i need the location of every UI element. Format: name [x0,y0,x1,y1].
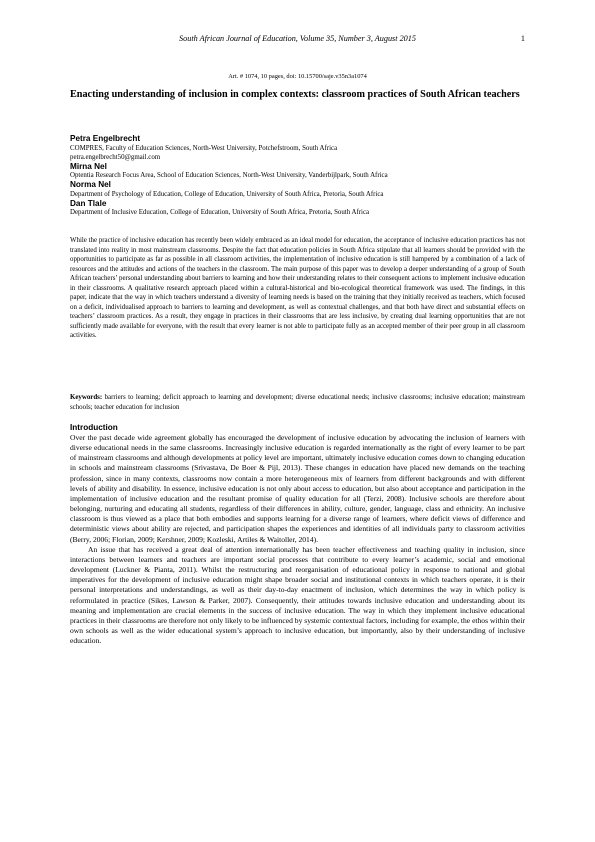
author-affiliation: COMPRES, Faculty of Education Sciences, North-West University, Potchefstroom, South Africa [70,144,338,152]
author-name: Dan Tlale [70,198,107,208]
author-affiliation: Department of Psychology of Education, College of Education, University of South Africa, Pretoria, South Africa [70,190,384,198]
author-list [70,134,525,217]
article-title: Enacting understanding of inclusion in complex contexts: classroom practices of South African teachers [70,89,520,100]
keywords-label: Keywords: [70,394,103,401]
author-name: Norma Nel [70,180,111,190]
page-number: 1 [520,34,525,43]
body-paragraph: Over the past decade wide agreement globally has encouraged the development of inclusive education by advocating the inclusion of learners with diverse educational needs in the same classrooms. Increasingly inclusive education is regarded internationally as the right of every learner to be part of mainstream classrooms and although developments at policy level are important, ultimately inclusive education comes down to changing education in schools and mainstream classrooms (Srivastava, De Boer & Pijl, 2013). These changes in education have placed new demands on the teaching profession, since in many contexts, classrooms now contain a more heterogeneous mix of learners from different backgrounds and with different levels of ability and disability. In essence, inclusive education is not only about access to education, but also about acceptance and participation in the implementation of inclusive education and the resultant promise of quality education for all (Terzi, 2008). Inclusive schools are therefore about belonging, nurturing and educating all students, regardless of their differences in ability, culture, gender, language, class and ethnicity. An inclusive classroom is thus viewed as a place that both embodies and supports learning for a diverse range of learners, where deficit views of difference and deterministic views about ability are rejected, and participation shapes the experiences and identities of all individuals party to classroom activities (Berry, 2006; Florian, 2009; Kershner, 2009; Kozleski, Artiles & Waitoller, 2014). [70,433,525,544]
author-block [70,162,525,181]
introduction-body [70,433,525,646]
keywords-text: barriers to learning; deficit approach to learning and development; diverse educational needs; inclusive classrooms; inclusive education; mainstream schools; teacher education for inclusion [70,394,525,411]
author-block [70,134,525,162]
section-heading-introduction: Introduction [70,423,118,432]
author-block [70,180,525,199]
author-name: Petra Engelbrecht [70,134,141,143]
author-block [70,199,525,218]
author-email[interactable]: petra.engelbrecht50@gmail.com [70,153,161,161]
author-affiliation: Department of Inclusive Education, College of Education, University of South Africa, Pretoria, South Africa [70,209,370,217]
author-name: Mirna Nel [70,161,107,171]
running-head: South African Journal of Education, Volume 35, Number 3, August 2015 [179,34,416,43]
body-paragraph: An issue that has received a great deal of attention internationally has been teacher effectiveness and teaching quality in inclusion, since interactions between learners and teachers are important social processes that contribute to every learner’s academic, social and emotional development (Luckner & Pianta, 2011). Whilst the restructuring and reorganisation of educational policy in response to national and global imperatives for the development of inclusive education might shape broader social and institutional contexts in which teachers operate, it is their personal interpretations and understandings, as well as their day-to-day enactment of inclusion, which determines the way in which policy is reformulated in practice (Sikes, Lawson & Parker, 2007). Consequently, their attitudes towards inclusive education and understanding about its meaning and implementation are crucial elements in the success of inclusive education. The way in which they implement inclusive educational practices in their classrooms are therefore not only likely to be influenced by systemic contextual factors, including for example, the ethos within their own schools as well as the wider educational system’s approach to inclusive education, but importantly, also by their understanding of inclusive education. [70,544,525,646]
abstract: While the practice of inclusive education has recently been widely embraced as an ideal model for education, the acceptance of inclusive education practices has not translated into reality in most mainstream classrooms. Despite the fact that education policies in South Africa stipulate that all learners should be provided with the opportunities to participate as far as possible in all classroom activities, the implementation of inclusive education is still hampered by a combination of a lack of resources and the attitudes and actions of the teachers in the classroom. The main purpose of this paper was to develop a deeper understanding of a group of South African teachers’ personal understanding about barriers to learning and how their understanding relates to their consequent actions to implement inclusive education in their classrooms. A qualitative research approach placed within a cultural-historical and bio-ecological theoretical framework was used. The findings, in this paper, indicate that the way in which teachers understand a diversity of learning needs is based on the training that they initially received as teachers, which focused on a deficit, individualised approach to barriers to learning and development, as well as contextual challenges, and that both have direct and substantial effects on teachers’ classroom practices. As a result, they engage in practices in their classrooms that are less inclusive, by creating dual learning opportunities that are not sufficiently made available for everyone, with the result that every learner is not able to participate fully as an accepted member of their peer group in all classroom activities. [70,237,525,340]
author-affiliation: Optentia Research Focus Area, School of Education Sciences, North-West University, Vanderbijlpark, South Africa [70,172,388,180]
article-reference: Art. # 1074, 10 pages, doi: 10.15700/saje.v35n3a1074 [228,73,367,80]
keywords [70,393,525,412]
